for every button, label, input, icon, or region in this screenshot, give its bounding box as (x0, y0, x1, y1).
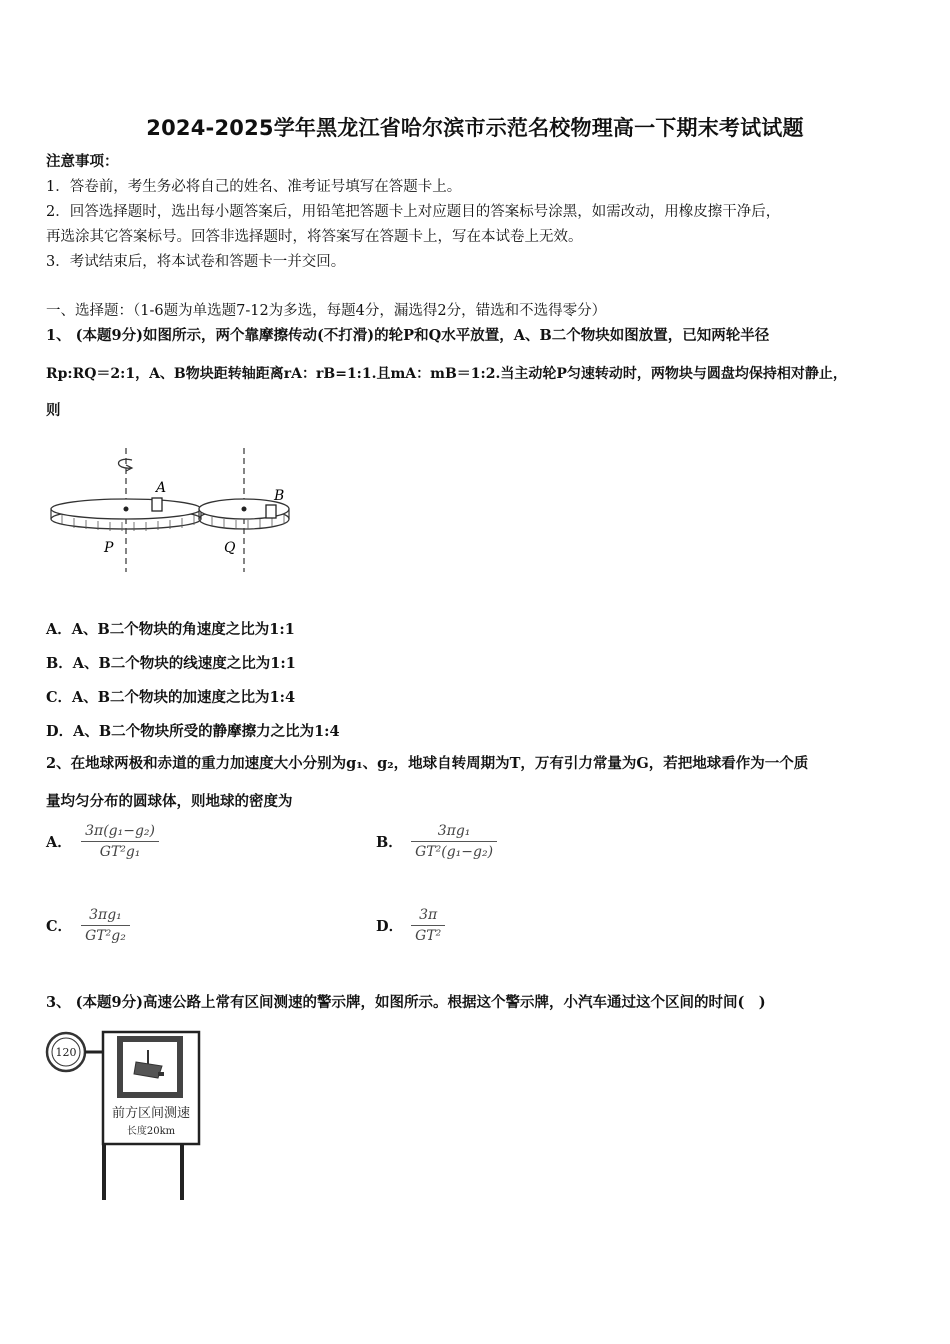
q2-text-line2: 量均匀分布的圆球体，则地球的密度为 (46, 793, 293, 810)
page-title: 2024-2025学年黑龙江省哈尔滨市示范名校物理高一下期末考试试题 (146, 116, 804, 140)
q2-option-c-label: C． (46, 918, 73, 935)
section-heading: 一、选择题：（1-6题为单选题7-12为多选，每题4分，漏选得2分，错选和不选得零分） (46, 303, 607, 319)
q1-option-b[interactable]: B．A、B二个物块的线速度之比为1:1 (46, 655, 296, 672)
notice-item-3: 3．考试结束后，将本试卷和答题卡一并交回。 (46, 254, 346, 270)
q2-option-d-fraction (411, 907, 445, 944)
q2-text-line1: 2、在地球两极和赤道的重力加速度大小分别为g₁、g₂，地球自转周期为T，万有引力常量为G，若把地球看作为一个质 (46, 755, 809, 772)
q2-option-d-label: D． (376, 918, 404, 935)
q2-option-b-label: B． (376, 834, 403, 851)
q1-text-line2: Rp:RQ＝2:1，A、B物块距转轴距离rA：rB=1:1.且mA：mB＝1:2.当主动轮P匀速转动时，两物块与圆盘均保持相对静止， (46, 366, 847, 382)
q2-option-a-label: A． (46, 834, 72, 851)
wheels-figure (44, 440, 304, 575)
q2-option-a-den: GT²g₁ (99, 844, 141, 860)
q1-text-line1: 1、 (本题9分)如图所示，两个靠摩擦传动(不打滑)的轮P和Q水平放置，A、B二个物块如图放置，已知两轮半径 (46, 327, 770, 344)
q2-option-c-num: 3πg₁ (81, 907, 130, 926)
block-a (152, 498, 162, 511)
sign-text: 前方区间测速 (111, 1106, 191, 1121)
q2-option-d-den: GT² (415, 928, 442, 944)
q1-option-c[interactable]: C．A、B二个物块的加速度之比为1:4 (46, 689, 296, 706)
sign-length: 长度20km (126, 1126, 176, 1137)
speed-limit-value: 120 (55, 1046, 77, 1059)
notice-item-2: 2．回答选择题时，选出每小题答案后，用铅笔把答题卡上对应题目的答案标号涂黑，如需改动，用橡皮擦干净后， (46, 204, 781, 220)
speed-sign-figure (44, 1026, 214, 1202)
q1-text-line3: 则 (46, 402, 61, 419)
q2-option-a-num: 3π(g₁−g₂) (81, 823, 159, 842)
label-q: Q (224, 540, 236, 556)
q1-option-a[interactable]: A．A、B二个物块的角速度之比为1:1 (46, 621, 295, 638)
q2-option-d[interactable] (376, 907, 445, 944)
block-b (266, 505, 276, 518)
q2-option-b-num: 3πg₁ (411, 823, 497, 842)
notice-item-1: 1．答卷前，考生务必将自己的姓名、准考证号填写在答题卡上。 (46, 179, 462, 195)
notice-heading: 注意事项： (46, 153, 119, 170)
q2-option-a-fraction (81, 823, 159, 860)
q2-option-c-den: GT²g₂ (85, 928, 126, 944)
q2-option-a[interactable] (46, 823, 159, 860)
q1-option-d[interactable]: D．A、B二个物块所受的静摩擦力之比为1:4 (46, 723, 340, 740)
q3-text-line1: 3、 (本题9分)高速公路上常有区间测速的警示牌，如图所示。根据这个警示牌，小汽车通过这个区间的时间( ) (46, 994, 766, 1011)
label-b: B (274, 488, 285, 504)
q2-option-c[interactable] (46, 907, 130, 944)
q2-option-c-fraction (81, 907, 130, 944)
notice-item-2-cont: 再选涂其它答案标号。回答非选择题时，将答案写在答题卡上，写在本试卷上无效。 (46, 229, 583, 245)
q2-option-b-den: GT²(g₁−g₂) (415, 844, 494, 860)
q2-option-d-num: 3π (411, 907, 445, 926)
q2-option-b[interactable] (376, 823, 497, 860)
label-p: P (104, 540, 114, 556)
q2-option-b-fraction (411, 823, 497, 860)
label-a: A (156, 480, 167, 496)
